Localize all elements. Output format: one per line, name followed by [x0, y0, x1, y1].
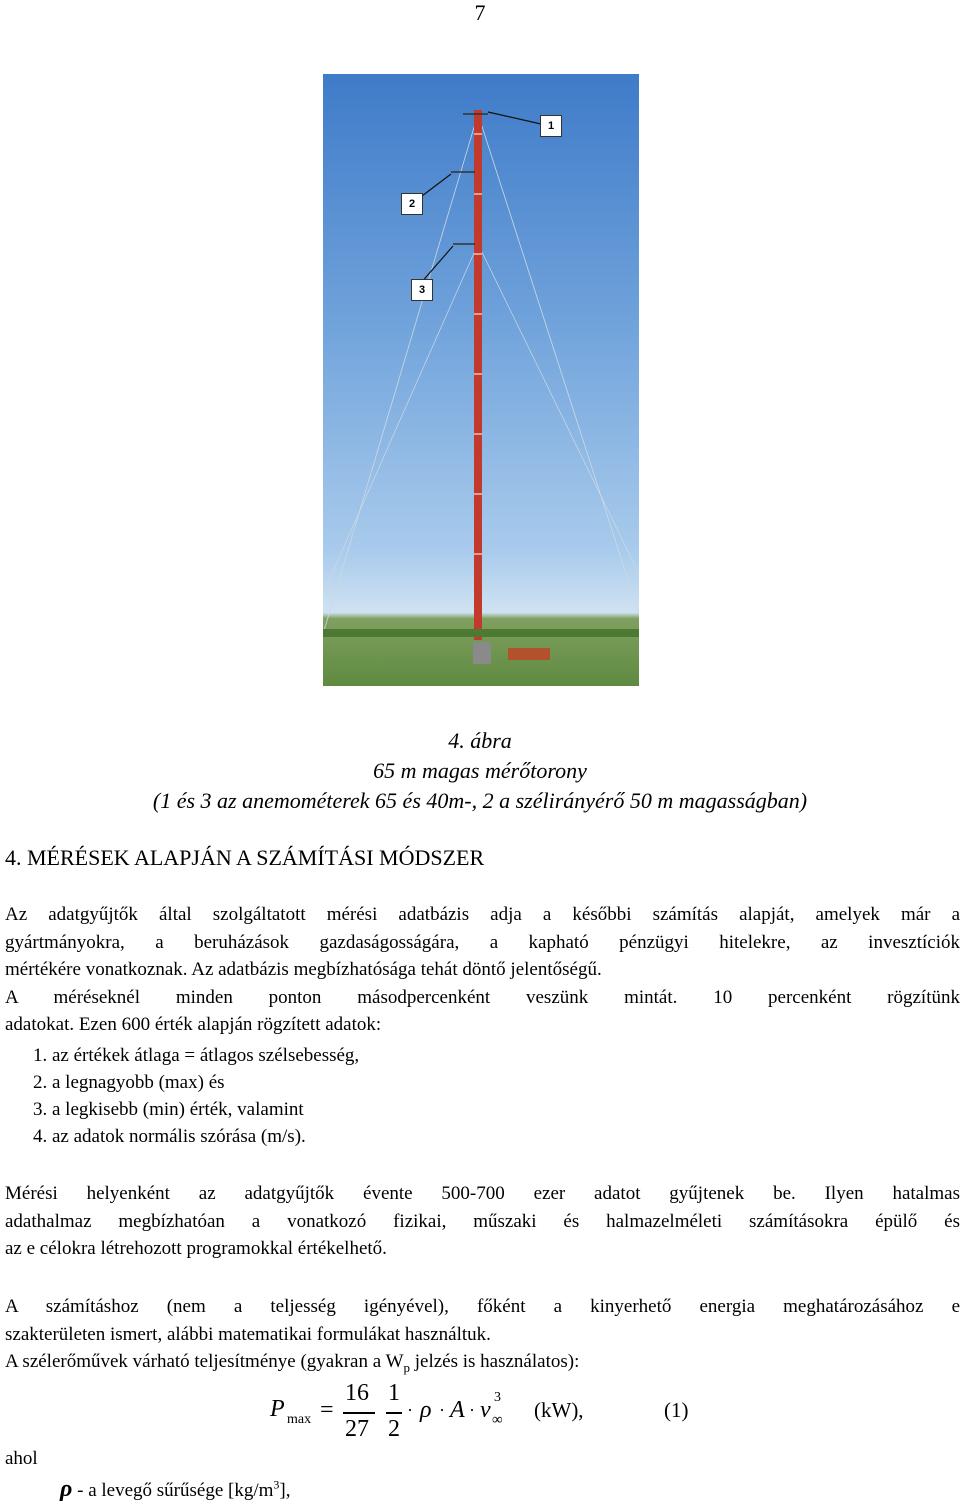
- text-line: adathalmaz megbízhatóan a vonatkozó fizikai, műszaki és halmazelméleti számításokra épülő és: [5, 1210, 960, 1232]
- rho-definition: [60, 1476, 290, 1503]
- list-item: 4. az adatok normális szórása (m/s).: [33, 1126, 306, 1147]
- rho-definition-sup: 3: [273, 1477, 280, 1492]
- ahol-label: ahol: [5, 1448, 38, 1469]
- formula-v-superscript: 3: [494, 1390, 501, 1405]
- formula-v-subscript: ∞: [492, 1412, 503, 1428]
- text-line: mértékére vonatkoznak. Az adatbázis megbízhatósága tehát döntő jelentőségű.: [5, 959, 602, 980]
- figure-label-2: 2: [401, 193, 423, 215]
- formula-dot: ·: [439, 1400, 445, 1420]
- text-line: az e célokra létrehozott programokkal értékelhető.: [5, 1238, 387, 1259]
- paragraph-3: [5, 1293, 960, 1348]
- formula-numerator-1: 16: [345, 1380, 369, 1406]
- formula-P: P: [270, 1396, 285, 1422]
- rho-symbol: ρ: [60, 1476, 73, 1502]
- figure-photo: [323, 74, 639, 686]
- list-item: 3. a legkisebb (min) érték, valamint: [33, 1099, 304, 1120]
- paragraph-1: [5, 901, 960, 1039]
- text-line: adatokat. Ezen 600 érték alapján rögzített adatok:: [5, 1014, 382, 1035]
- formula-dot: ·: [407, 1400, 413, 1420]
- subscript-p: p: [403, 1359, 410, 1375]
- text-line: A méréseknél minden ponton másodpercenként veszünk mintát. 10 percenként rögzítünk: [5, 986, 960, 1008]
- text-line: gyártmányokra, a beruházások gazdaságosságára, a kapható pénzügyi hitelekre, az invesztíciók: [5, 931, 960, 953]
- formula-v: v: [480, 1397, 491, 1423]
- paragraph-4-text-end: jelzés is használatos):: [410, 1351, 580, 1372]
- formula-dot: ·: [469, 1400, 475, 1420]
- formula-equals: =: [320, 1397, 334, 1423]
- fraction-bar-1: [343, 1412, 375, 1414]
- text-line: Mérési helyenként az adatgyűjtők évente 500-700 ezer adatot gyűjtenek be. Ilyen hatalmas: [5, 1183, 960, 1204]
- paragraph-2: [5, 1180, 960, 1263]
- text-line: szakterületen ismert, alábbi matematikai formulákat használtuk.: [5, 1323, 491, 1345]
- page-number: 7: [474, 0, 486, 25]
- figure-caption-line3: (1 és 3 az anemométerek 65 és 40m-, 2 a szélirányérő 50 m magasságban): [152, 788, 808, 813]
- formula-rho: ρ: [420, 1397, 432, 1423]
- figure-label-1: 1: [540, 115, 562, 137]
- fraction-bar-2: [386, 1412, 402, 1414]
- formula-unit: (kW),: [534, 1398, 584, 1422]
- paragraph-4: [5, 1348, 579, 1381]
- tower-illustration: [323, 74, 639, 686]
- formula-numerator-2: 1: [388, 1380, 400, 1406]
- rho-definition-end: ],: [279, 1480, 291, 1501]
- text-line: Az adatgyűjtők által szolgáltatott mérési adatbázis adja a későbbi számítás alapját, amelyek már a: [5, 904, 960, 925]
- formula-denominator-1: 27: [345, 1416, 369, 1442]
- section-heading: 4. MÉRÉSEK ALAPJÁN A SZÁMÍTÁSI MÓDSZER: [5, 845, 485, 870]
- formula-denominator-2: 2: [388, 1416, 400, 1442]
- rho-definition-text: - a levegő sűrűsége [kg/m: [72, 1480, 274, 1501]
- text-line: A számításhoz (nem a teljesség igényével), főként a kinyerhető energia meghatározásához e: [5, 1296, 960, 1317]
- list-item: 1. az értékek átlaga = átlagos szélsebesség,: [33, 1045, 360, 1066]
- figure-label-3: 3: [411, 279, 433, 301]
- formula-number: (1): [664, 1398, 689, 1422]
- formula-P-subscript: max: [287, 1412, 312, 1427]
- formula-A: A: [450, 1397, 465, 1423]
- list-item: 2. a legnagyobb (max) és: [33, 1072, 225, 1093]
- figure-caption-line2: 65 m magas mérőtorony: [373, 758, 587, 783]
- figure-caption-title: 4. ábra: [448, 728, 512, 753]
- paragraph-4-text: A szélerőművek várható teljesítménye (gyakran a W: [5, 1351, 404, 1372]
